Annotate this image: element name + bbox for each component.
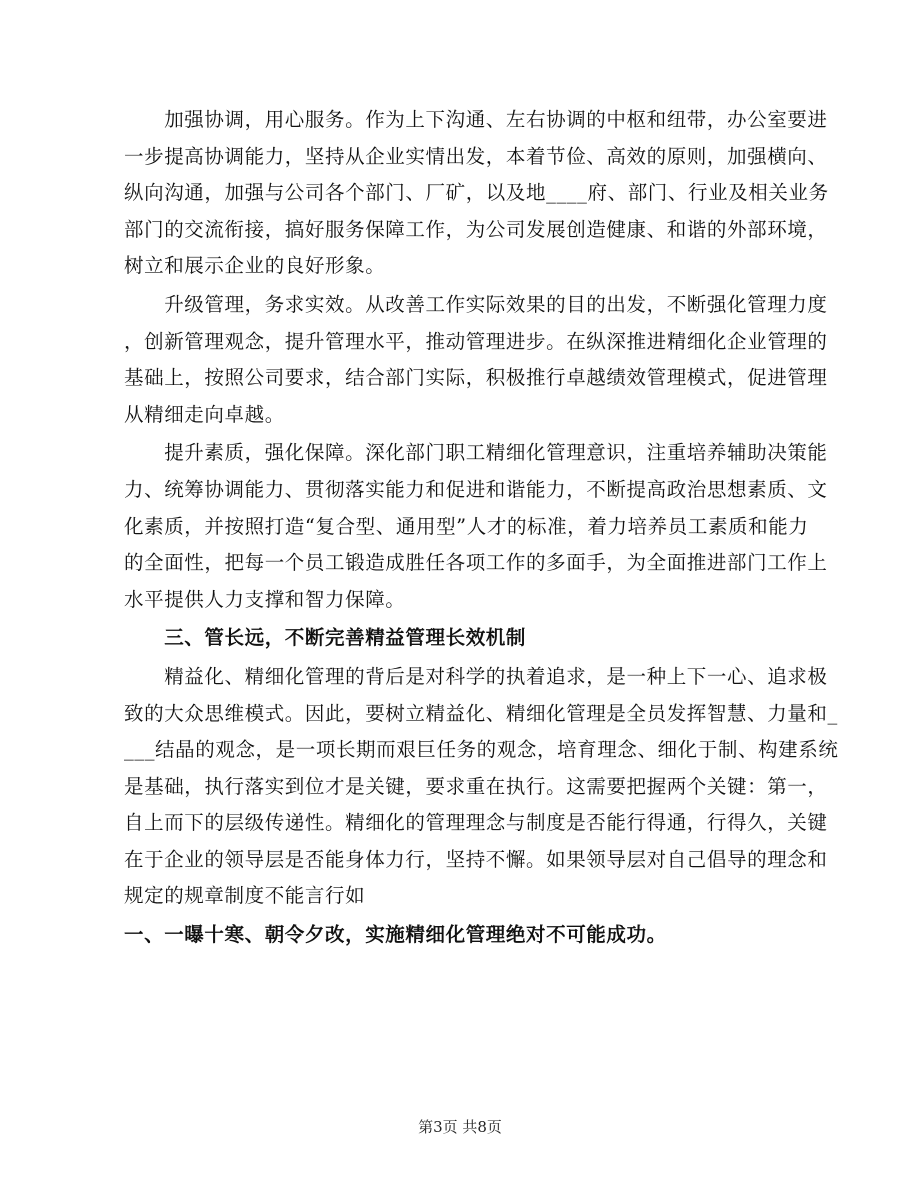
text-line: 化素质，并按照打造“复合型、通用型”人才的标准，着力培养员工素质和能力 bbox=[124, 514, 809, 538]
text-line: 在于企业的领导层是否能身体力行，坚持不懈。如果领导层对自己倡导的理念和 bbox=[124, 847, 828, 871]
heading-line: 一、一曝十寒、朝令夕改，实施精细化管理绝对不可能成功。 bbox=[124, 923, 667, 947]
paragraph-upgrade-management bbox=[124, 287, 828, 433]
heading-line: 三、管长远，不断完善精益管理长效机制 bbox=[124, 626, 527, 650]
text-line: 水平提供人力支撑和智力保障。 bbox=[124, 587, 406, 611]
text-line: 力、统筹协调能力、贯彻落实能力和促进和谐能力，不断提高政治思想素质、文 bbox=[124, 477, 828, 501]
text-line: 纵向沟通，加强与公司各个部门、厂矿，以及地____府、部门、行业及相关业务 bbox=[124, 181, 829, 205]
text-line: 提升素质，强化保障。深化部门职工精细化管理意识，注重培养辅助决策能 bbox=[124, 441, 828, 465]
page-number-footer: 第3页 共8页 bbox=[418, 1118, 502, 1136]
text-line: 加强协调，用心服务。作为上下沟通、左右协调的中枢和纽带，办公室要进 bbox=[124, 108, 828, 131]
text-line: 升级管理，务求实效。从改善工作实际效果的目的出发，不断强化管理力度 bbox=[124, 292, 828, 316]
section-heading-consistency bbox=[124, 917, 824, 954]
text-line: 精益化、精细化管理的背后是对科学的执着追求，是一种上下一心、追求极 bbox=[124, 664, 828, 688]
text-line: 自上而下的层级传递性。精细化的管理理念与制度是否能行得通，行得久，关键 bbox=[124, 811, 828, 835]
text-line: 一步提高协调能力，坚持从企业实情出发，本着节俭、高效的原则，加强横向、 bbox=[124, 144, 828, 168]
text-line: 是基础，执行落实到位才是关键，要求重在执行。这需要把握两个关键：第一， bbox=[124, 774, 828, 798]
paragraph-lean-management bbox=[124, 659, 839, 915]
section-heading-long-term bbox=[124, 620, 824, 657]
document-body bbox=[124, 102, 839, 954]
text-line: 树立和展示企业的良好形象。 bbox=[124, 254, 386, 278]
text-line: 致的大众思维模式。因此，要树立精益化、精细化管理是全员发挥智慧、力量和_ bbox=[124, 701, 838, 725]
text-line: ，创新管理观念，提升管理水平，推动管理进步。在纵深推进精细化企业管理的 bbox=[124, 329, 828, 353]
text-line: ___结晶的观念，是一项长期而艰巨任务的观念，培育理念、细化于制、构建系统 bbox=[124, 738, 839, 762]
paragraph-coordination bbox=[124, 102, 829, 285]
text-line: 从精细走向卓越。 bbox=[124, 402, 285, 426]
text-line: 规定的规章制度不能言行如 bbox=[124, 884, 366, 908]
text-line: 的全面性，把每一个员工锻造成胜任各项工作的多面手，为全面推进部门工作上 bbox=[124, 551, 828, 575]
text-line: 部门的交流衔接，搞好服务保障工作，为公司发展创造健康、和谐的外部环境， bbox=[124, 217, 828, 241]
text-line: 基础上，按照公司要求，结合部门实际，积极推行卓越绩效管理模式，促进管理 bbox=[124, 366, 828, 390]
paragraph-improve-quality bbox=[124, 435, 828, 618]
